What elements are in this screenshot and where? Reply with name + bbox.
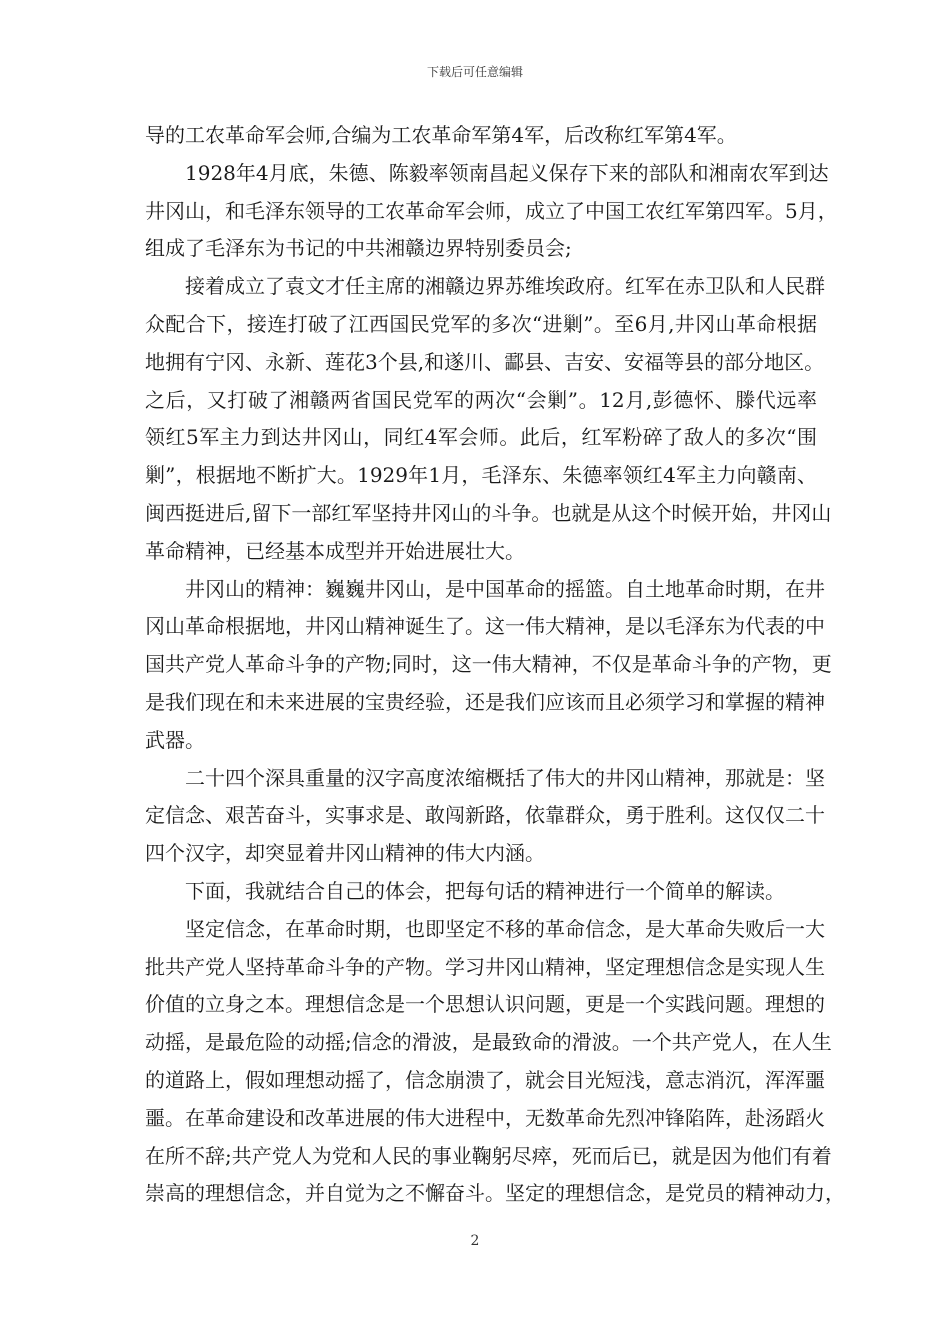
- paragraph: [145, 571, 832, 760]
- text-line: 武器。: [145, 727, 205, 752]
- text-line: 接着成立了袁文才任主席的湘赣边界苏维埃政府。红军在赤卫队和人民群: [185, 274, 825, 299]
- text-line: 下面，我就结合自己的体会，把每句话的精神进行一个简单的解读。: [185, 878, 785, 903]
- text-line: 剿”，根据地不断扩大。1929年1月，毛泽东、朱德率领红4军主力向赣南、: [145, 463, 817, 488]
- text-line: 之后，又打破了湘赣两省国民党军的两次“会剿”。12月,彭德怀、滕代远率: [145, 387, 817, 412]
- page-header-note: 下载后可任意编辑: [426, 65, 523, 79]
- text-line: 组成了毛泽东为书记的中共湘赣边界特别委员会;: [145, 236, 572, 261]
- text-line: 井冈山的精神：巍巍井冈山，是中国革命的摇篮。自土地革命时期，在井: [185, 576, 825, 601]
- paragraph: [145, 268, 832, 570]
- text-line: 噩。在革命建设和改革进展的伟大进程中，无数革命先烈冲锋陷阵，赴汤蹈火: [145, 1105, 825, 1130]
- paragraph: [145, 873, 817, 911]
- text-line: 国共产党人革命斗争的产物;同时，这一伟大精神，不仅是革命斗争的产物，更: [145, 652, 832, 677]
- paragraph: [145, 155, 838, 268]
- text-line: 坚定信念，在革命时期，也即坚定不移的革命信念，是大革命失败后一大: [185, 916, 825, 941]
- text-line: 是我们现在和未来进展的宝贵经验，还是我们应该而且必须学习和掌握的精神: [145, 689, 825, 714]
- text-line: 导的工农革命军会师,合编为工农革命军第4军，后改称红军第4军。: [145, 123, 737, 147]
- text-line: 1928年4月底，朱德、陈毅率领南昌起义保存下来的部队和湘南农军到达: [185, 160, 829, 185]
- text-line: 领红5军主力到达井冈山，同红4军会师。此后，红军粉碎了敌人的多次“围: [145, 425, 817, 450]
- text-line: 二十四个深具重量的汉字高度浓缩概括了伟大的井冈山精神，那就是：坚: [185, 765, 825, 790]
- text-line: 冈山革命根据地，井冈山精神诞生了。这一伟大精神，是以毛泽东为代表的中: [145, 614, 825, 639]
- document-body: [145, 117, 845, 1213]
- text-line: 闽西挺进后,留下一部红军坚持井冈山的斗争。也就是从这个时候开始，井冈山: [145, 500, 832, 525]
- text-line: 井冈山，和毛泽东领导的工农革命军会师，成立了中国工农红军第四军。5月，: [145, 198, 838, 223]
- text-line: 在所不辞;共产党人为党和人民的事业鞠躬尽瘁，死而后已，就是因为他们有着: [145, 1143, 832, 1168]
- text-line: 四个汉字，却突显着井冈山精神的伟大内涵。: [145, 841, 545, 866]
- text-line: 地拥有宁冈、永新、莲花3个县,和遂川、酃县、吉安、安福等县的部分地区。: [145, 349, 825, 374]
- paragraph: [145, 760, 825, 873]
- text-line: 的道路上，假如理想动摇了，信念崩溃了，就会目光短浅，意志消沉，浑浑噩: [145, 1067, 825, 1092]
- paragraph: [145, 117, 817, 155]
- text-line: 价值的立身之本。理想信念是一个思想认识问题，更是一个实践问题。理想的: [145, 992, 825, 1017]
- text-line: 定信念、艰苦奋斗，实事求是、敢闯新路，依靠群众，勇于胜利。这仅仅二十: [145, 803, 825, 828]
- text-line: 动摇，是最危险的动摇;信念的滑波，是最致命的滑波。一个共产党人，在人生: [145, 1030, 832, 1055]
- text-line: 革命精神，已经基本成型并开始进展壮大。: [145, 538, 525, 563]
- text-line: 众配合下，接连打破了江西国民党军的多次“进剿”。至6月,井冈山革命根据: [145, 311, 817, 336]
- paragraph: [145, 911, 845, 1213]
- text-line: 崇高的理想信念，并自觉为之不懈奋斗。坚定的理想信念，是党员的精神动力，: [145, 1181, 845, 1206]
- text-line: 批共产党人坚持革命斗争的产物。学习井冈山精神，坚定理想信念是实现人生: [145, 954, 825, 979]
- page-number: 2: [470, 1233, 480, 1249]
